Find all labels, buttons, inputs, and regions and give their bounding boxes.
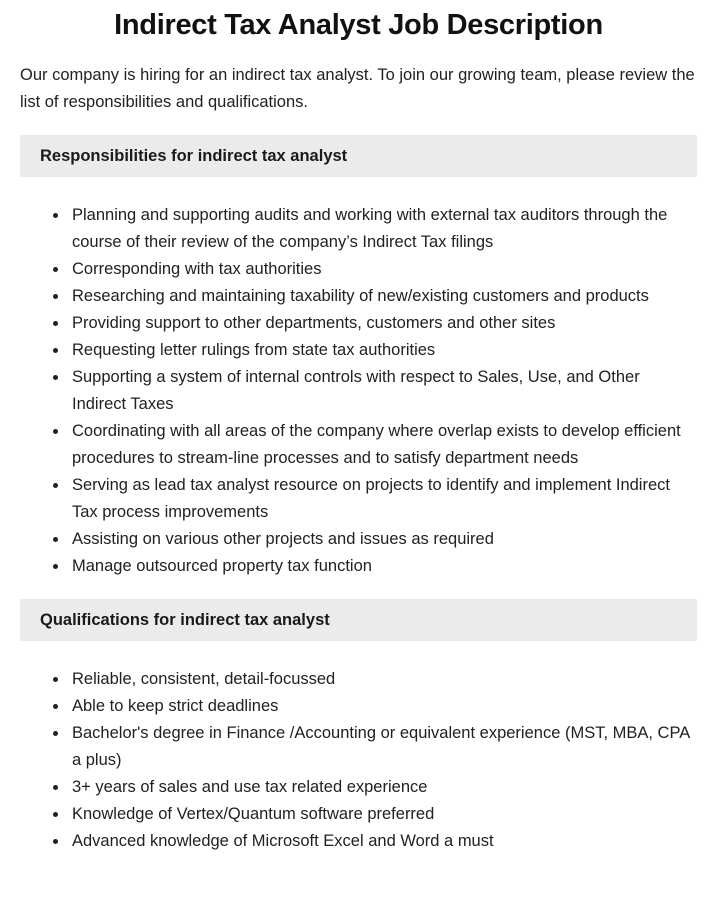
list-item: • Able to keep strict deadlines — [69, 693, 697, 720]
list-item: • Supporting a system of internal controls with respect to Sales, Use, and Other Indirect Taxes — [69, 364, 697, 418]
responsibilities-list — [20, 202, 697, 580]
qualifications-section — [20, 599, 697, 855]
list-item: • Bachelor's degree in Finance /Accounting or equivalent experience (MST, MBA, CPA a plus) — [69, 720, 697, 774]
list-item: • Coordinating with all areas of the company where overlap exists to develop efficient procedures to stream-line processes and to satisfy department needs — [69, 418, 697, 472]
list-item: • Manage outsourced property tax function — [69, 553, 697, 580]
list-item: • Assisting on various other projects and issues as required — [69, 526, 697, 553]
list-item: • Serving as lead tax analyst resource on projects to identify and implement Indirect Tax process improvements — [69, 472, 697, 526]
qualifications-list — [20, 666, 697, 855]
list-item: • Researching and maintaining taxability of new/existing customers and products — [69, 283, 697, 310]
page-title: Indirect Tax Analyst Job Description — [114, 9, 603, 41]
qualifications-section-header: Qualifications for indirect tax analyst — [20, 599, 697, 641]
list-item: • Providing support to other departments, customers and other sites — [69, 310, 697, 337]
list-item: • Reliable, consistent, detail-focussed — [69, 666, 697, 693]
responsibilities-section-header: Responsibilities for indirect tax analyst — [20, 135, 697, 177]
list-item: • Corresponding with tax authorities — [69, 256, 697, 283]
intro-paragraph: Our company is hiring for an indirect tax analyst. To join our growing team, please review the list of responsibilities and qualifications. — [20, 66, 695, 111]
responsibilities-section — [20, 135, 697, 580]
list-item: • 3+ years of sales and use tax related experience — [69, 774, 697, 801]
list-item: • Knowledge of Vertex/Quantum software preferred — [69, 801, 697, 828]
list-item: • Requesting letter rulings from state tax authorities — [69, 337, 697, 364]
list-item: • Planning and supporting audits and working with external tax auditors through the course of their review of the company’s Indirect Tax filings — [69, 202, 697, 256]
list-item: • Advanced knowledge of Microsoft Excel and Word a must — [69, 828, 697, 855]
